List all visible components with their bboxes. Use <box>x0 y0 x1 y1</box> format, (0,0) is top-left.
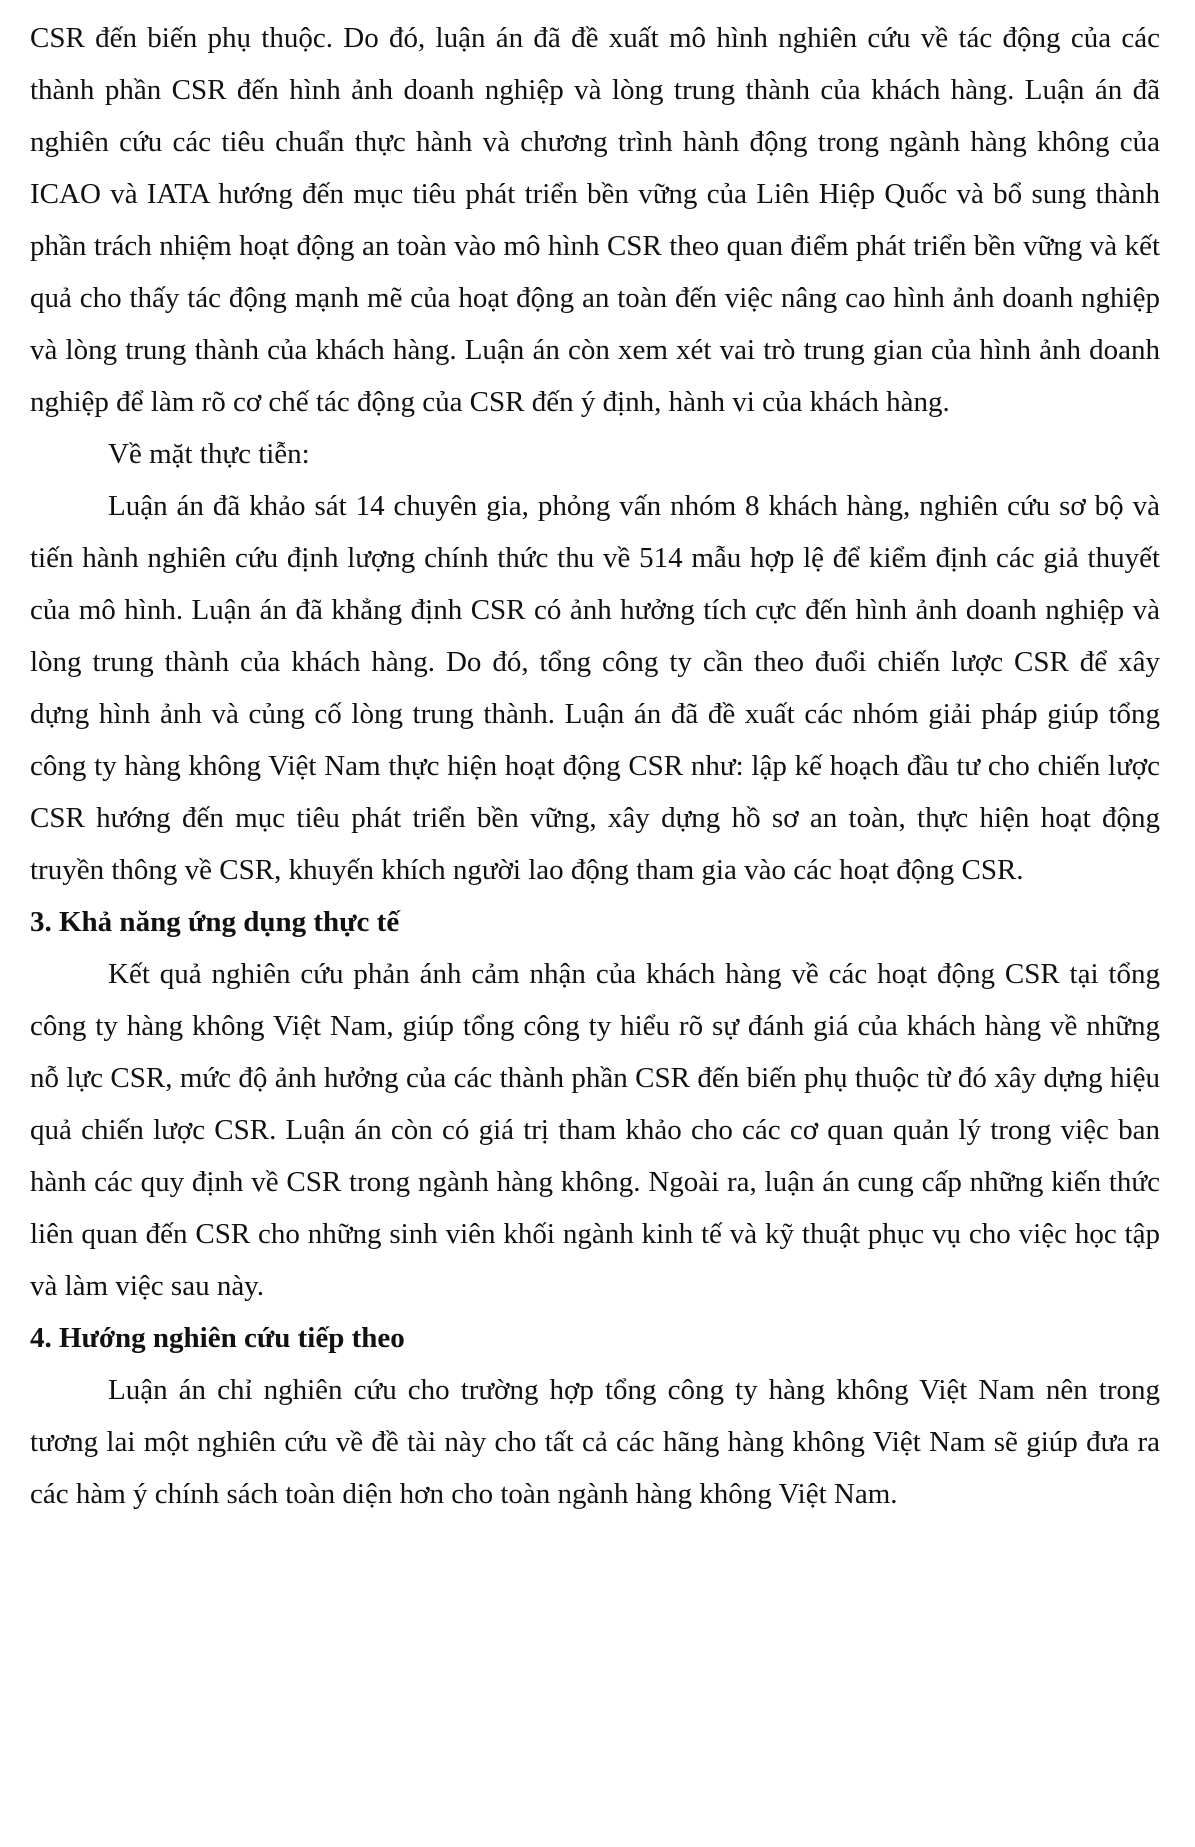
document-page <box>30 12 1160 1520</box>
paragraph-theoretical-contribution: CSR đến biến phụ thuộc. Do đó, luận án đã đề xuất mô hình nghiên cứu về tác động của các thành phần CSR đến hình ảnh doanh nghiệp và lòng trung thành của khách hàng. Luận án đã nghiên cứu các tiêu chuẩn thực hành và chương trình hành động trong ngành hàng không của ICAO và IATA hướng đến mục tiêu phát triển bền vững của Liên Hiệp Quốc và bổ sung thành phần trách nhiệm hoạt động an toàn vào mô hình CSR theo quan điểm phát triển bền vững và kết quả cho thấy tác động mạnh mẽ của hoạt động an toàn đến việc nâng cao hình ảnh doanh nghiệp và lòng trung thành của khách hàng. Luận án còn xem xét vai trò trung gian của hình ảnh doanh nghiệp để làm rõ cơ chế tác động của CSR đến ý định, hành vi của khách hàng. <box>30 22 1160 418</box>
paragraph-practical-applicability: Kết quả nghiên cứu phản ánh cảm nhận của khách hàng về các hoạt động CSR tại tổng công ty hàng không Việt Nam, giúp tổng công ty hiểu rõ sự đánh giá của khách hàng về những nỗ lực CSR, mức độ ảnh hưởng của các thành phần CSR đến biến phụ thuộc từ đó xây dựng hiệu quả chiến lược CSR. Luận án còn có giá trị tham khảo cho các cơ quan quản lý trong việc ban hành các quy định về CSR trong ngành hàng không. Ngoài ra, luận án cung cấp những kiến thức liên quan đến CSR cho những sinh viên khối ngành kinh tế và kỹ thuật phục vụ cho việc học tập và làm việc sau này. <box>30 958 1160 1302</box>
section-heading-practical-applicability: 3. Khả năng ứng dụng thực tế <box>30 906 400 938</box>
section-heading-future-research: 4. Hướng nghiên cứu tiếp theo <box>30 1322 405 1354</box>
paragraph-practical-label: Về mặt thực tiễn: <box>108 438 310 470</box>
paragraph-practical-contribution: Luận án đã khảo sát 14 chuyên gia, phỏng vấn nhóm 8 khách hàng, nghiên cứu sơ bộ và tiến hành nghiên cứu định lượng chính thức thu về 514 mẫu hợp lệ để kiểm định các giả thuyết của mô hình. Luận án đã khẳng định CSR có ảnh hưởng tích cực đến hình ảnh doanh nghiệp và lòng trung thành của khách hàng. Do đó, tổng công ty cần theo đuổi chiến lược CSR để xây dựng hình ảnh và củng cố lòng trung thành. Luận án đã đề xuất các nhóm giải pháp giúp tổng công ty hàng không Việt Nam thực hiện hoạt động CSR như: lập kế hoạch đầu tư cho chiến lược CSR hướng đến mục tiêu phát triển bền vững, xây dựng hồ sơ an toàn, thực hiện hoạt động truyền thông về CSR, khuyến khích người lao động tham gia vào các hoạt động CSR. <box>30 490 1160 886</box>
paragraph-future-research: Luận án chỉ nghiên cứu cho trường hợp tổng công ty hàng không Việt Nam nên trong tương lai một nghiên cứu về đề tài này cho tất cả các hãng hàng không Việt Nam sẽ giúp đưa ra các hàm ý chính sách toàn diện hơn cho toàn ngành hàng không Việt Nam. <box>30 1374 1160 1510</box>
